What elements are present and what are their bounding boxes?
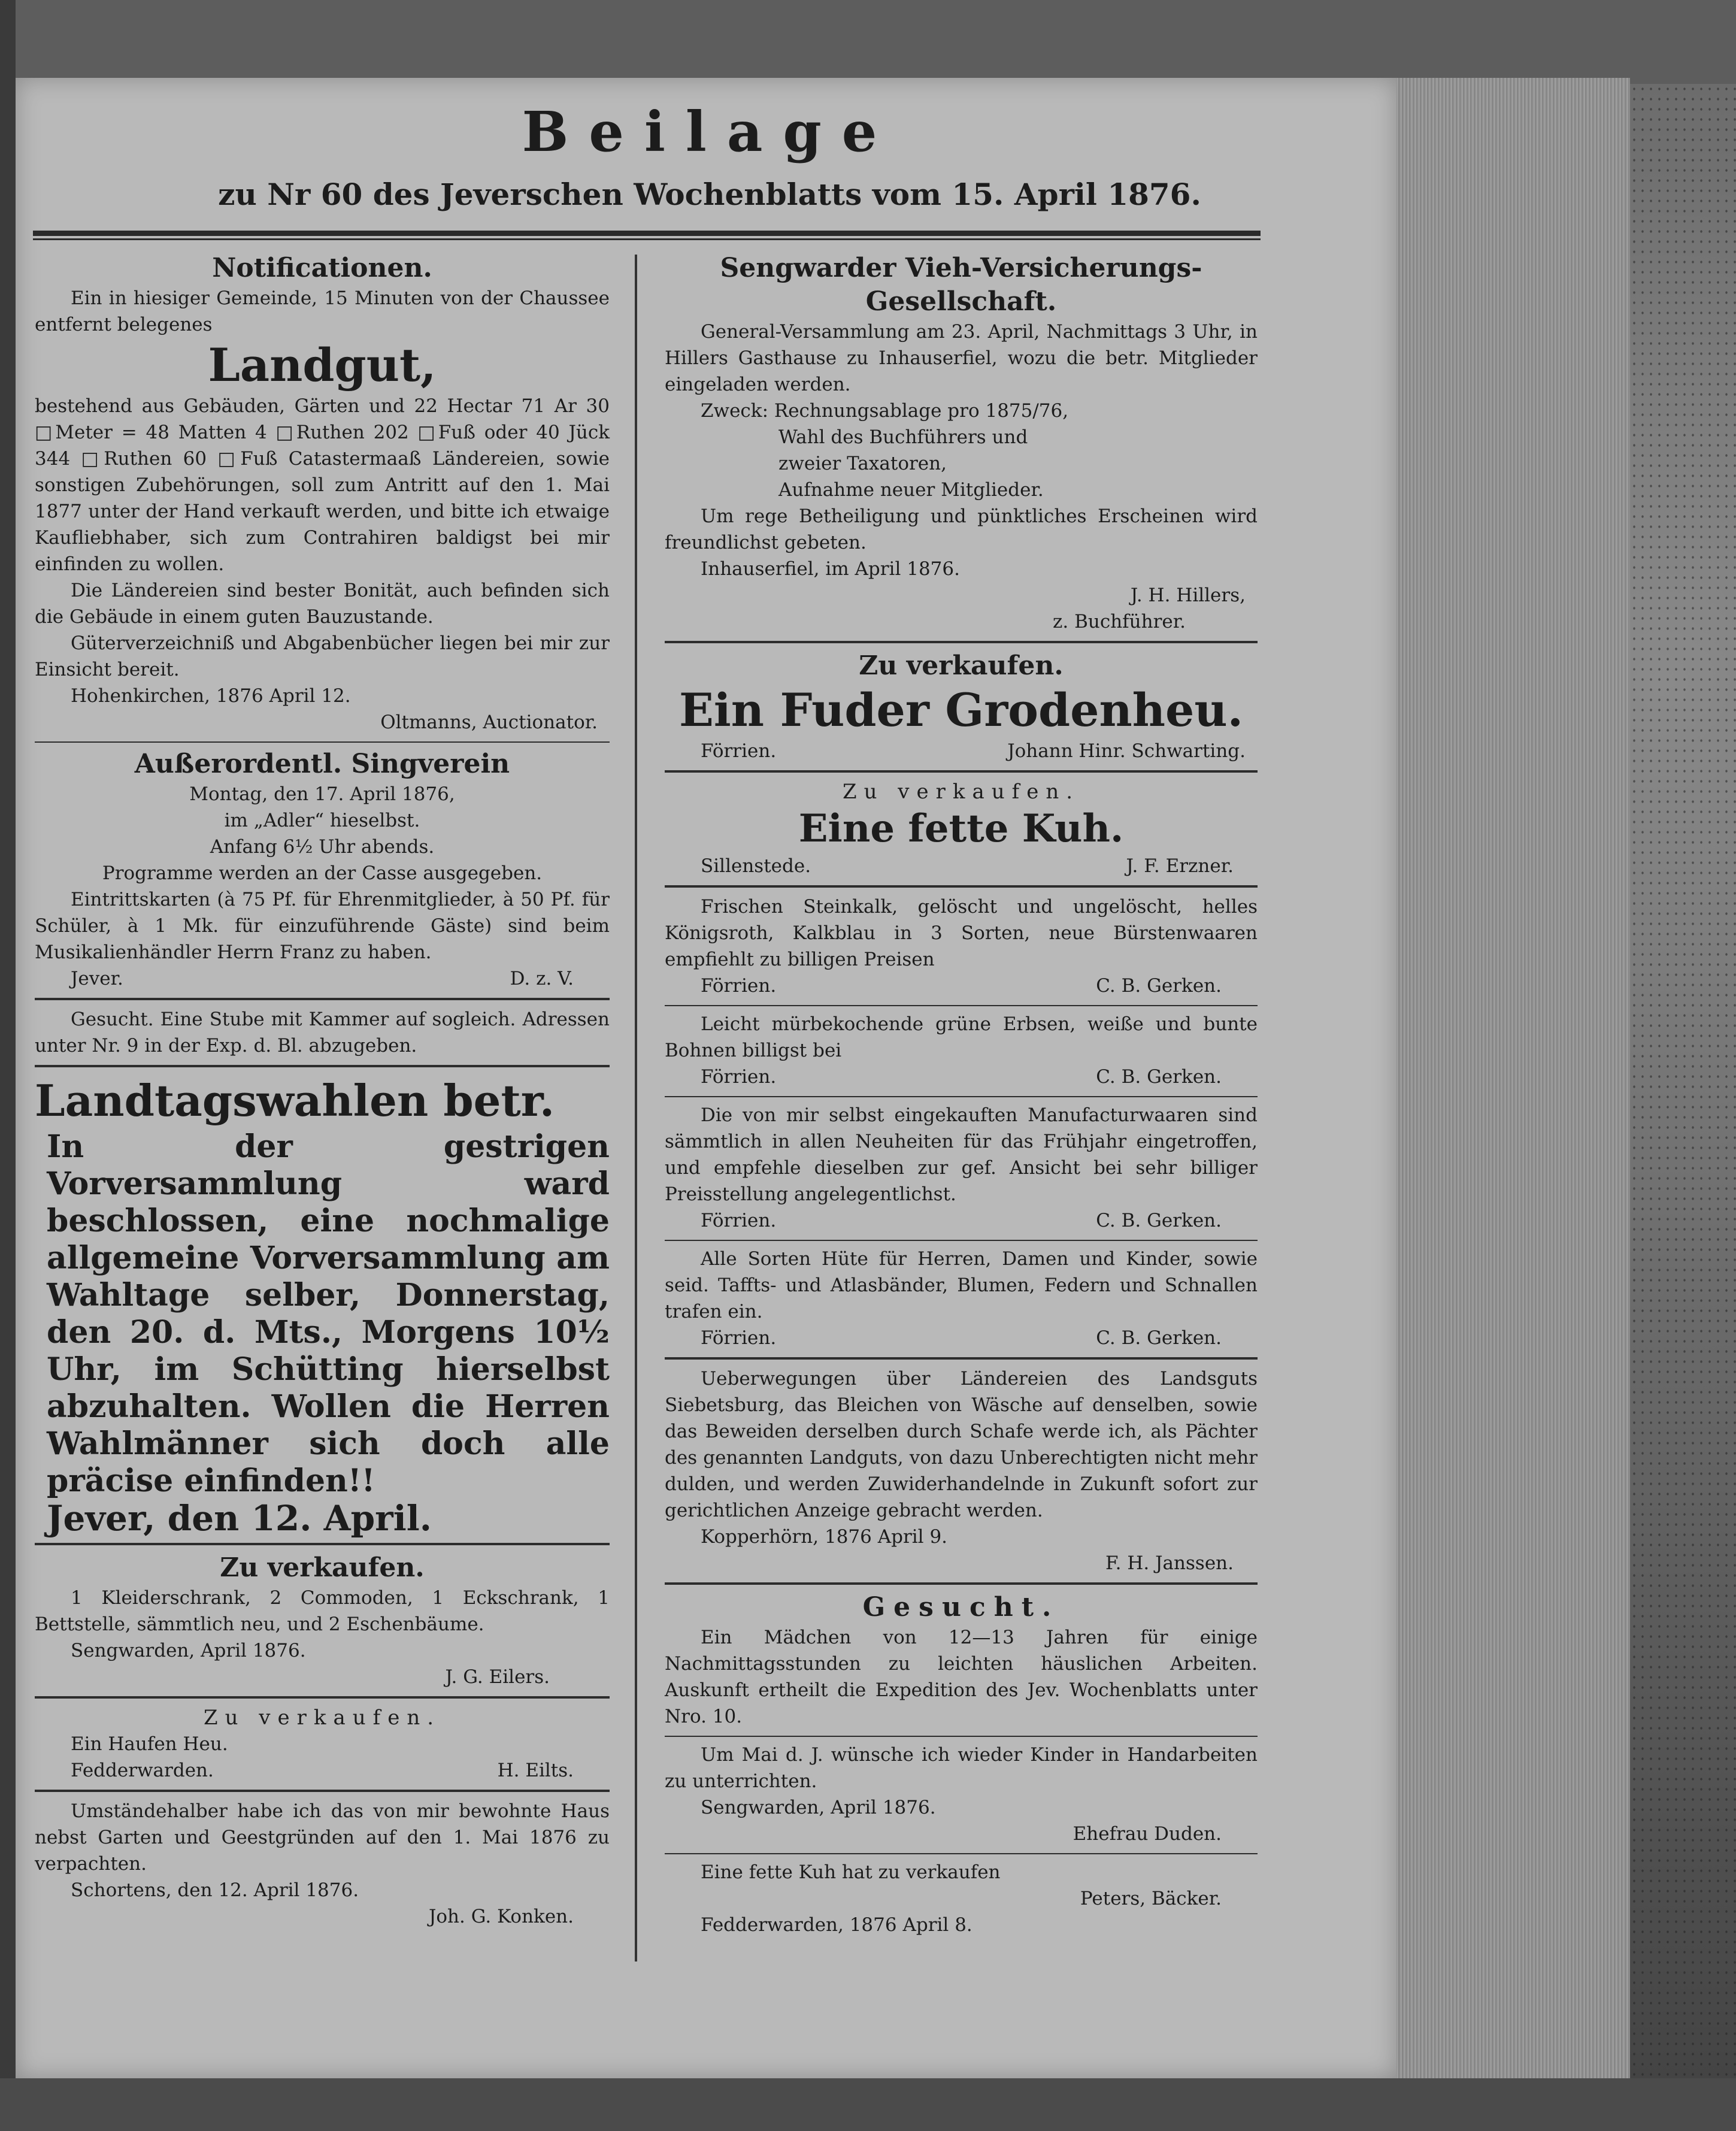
ad-body: General-Versammlung am 23. April, Nachmittags 3 Uhr, in Hillers Gasthause zu Inhauserfiel, wozu die betr. Mitglieder eingeladen werden. xyxy=(665,321,1258,395)
ad-signature-row xyxy=(35,1757,610,1784)
ad-body: Eine fette Kuh hat zu verkaufen xyxy=(701,1861,1001,1883)
ad-place: Sillenstede. xyxy=(701,855,811,877)
ad-signature: Johann Hinr. Schwarting. xyxy=(1007,740,1246,762)
divider xyxy=(35,1790,610,1792)
ad-title: Zu verkaufen. xyxy=(842,780,1080,804)
ad-place: Fedderwarden, 1876 April 8. xyxy=(701,1914,972,1936)
ad-body: Leicht mürbekochende grüne Erbsen, weiße und bunte Bohnen billigst bei xyxy=(665,1013,1258,1061)
divider xyxy=(665,885,1258,888)
ad-place: Förrien. xyxy=(701,1210,777,1231)
ad-signature-row xyxy=(665,1325,1258,1351)
ad-signature: Peters, Bäcker. xyxy=(1080,1888,1222,1909)
ad-place: Fedderwarden. xyxy=(71,1760,214,1781)
ad-body: 1 Kleiderschrank, 2 Commoden, 1 Eckschrank, 1 Bettstelle, sämmtlich neu, und 2 Eschenbäume. xyxy=(35,1587,610,1635)
masthead-rule-thin xyxy=(33,238,1261,240)
ad-signature: C. B. Gerken. xyxy=(1096,1210,1222,1231)
ad-signature: C. B. Gerken. xyxy=(1096,1327,1222,1349)
masthead-subtitle: zu Nr 60 des Jeverschen Wochenblatts vom 15. April 1876. xyxy=(218,177,1201,212)
book-page-edges xyxy=(1396,78,1630,2078)
ad-body: Ueberwegungen über Ländereien des Landsguts Siebetsburg, das Bleichen von Wäsche auf denselben, sowie das Beweiden derselben durch Schafe werde ich, als Pächter des genannten Landguts, von dazu Unberechtigten nicht mehr dulden, und werden Zuwiderhandelnde in Zukunft sofort zur gerichtlichen Anzeige gebracht werden. xyxy=(665,1368,1258,1521)
ad-paragraph: Die Ländereien sind bester Bonität, auch befinden sich die Gebäude in einem guten Bauzustande. xyxy=(35,580,610,628)
ad-signature: J. H. Hillers, xyxy=(1130,585,1246,606)
ad-body: Umständehalber habe ich das von mir bewohnte Haus nebst Garten und Geestgründen auf den 1. Mai 1876 zu verpachten. xyxy=(35,1800,610,1875)
divider xyxy=(35,1543,610,1545)
masthead xyxy=(36,96,1383,216)
ad-title: Gesucht. xyxy=(862,1592,1060,1623)
ad-place: Sengwarden, April 1876. xyxy=(701,1797,936,1818)
cover-speckle xyxy=(1630,84,1736,2078)
ad-singverein xyxy=(35,747,610,992)
ad-line: im „Adler“ hieselbst. xyxy=(224,810,420,831)
left-column xyxy=(35,252,610,1936)
ad-title: Zu verkaufen. xyxy=(859,650,1064,681)
ad-body: Frischen Steinkalk, gelöscht und ungelöscht, helles Königsroth, Kalkblau in 3 Sorten, neue Bürstenwaaren empfiehlt zu billigen Preisen xyxy=(665,896,1258,970)
ad-fette-kuh-2 xyxy=(665,1859,1258,1938)
ad-line: Programme werden an der Casse ausgegeben. xyxy=(102,862,543,884)
ad-erbsen xyxy=(665,1011,1258,1090)
divider xyxy=(665,1853,1258,1854)
divider xyxy=(665,1736,1258,1737)
divider xyxy=(665,770,1258,773)
ad-paragraph: Um rege Betheiligung und pünktliches Erscheinen wird freundlichst gebeten. xyxy=(665,505,1258,553)
ad-gesucht-stube xyxy=(35,1006,610,1059)
ad-signature-row xyxy=(665,853,1258,879)
ad-place: Förrien. xyxy=(701,1327,777,1349)
ad-signature-row xyxy=(35,965,610,992)
ad-body: In der gestrigen Vorversammlung ward beschlossen, eine nochmalige allgemeine Vorversammlung am Wahltage selber, Donnerstag, den 20. d. Mts., Morgens 10½ Uhr, im Schütting hierselbst abzuhalten. Wollen die Herren Wahlmänner sich doch alle präcise einfinden!! xyxy=(47,1128,610,1499)
ad-signature: Joh. G. Konken. xyxy=(428,1906,574,1927)
ad-verpachten xyxy=(35,1798,610,1930)
ad-landgut xyxy=(35,252,610,735)
ad-fette-kuh xyxy=(665,779,1258,879)
ad-body: Ein Mädchen von 12—13 Jahren für einige Nachmittagsstunden zu leichten häuslichen Arbeiten. Auskunft ertheilt die Expedition des Jev. Wochenblatts unter Nro. 10. xyxy=(665,1627,1258,1727)
ad-body: Um Mai d. J. wünsche ich wieder Kinder in Handarbeiten zu unterrichten. xyxy=(665,1744,1258,1792)
ad-signature: Oltmanns, Auctionator. xyxy=(380,712,598,733)
divider xyxy=(35,1696,610,1699)
ad-handarbeiten xyxy=(665,1742,1258,1847)
ad-headline: Eine fette Kuh. xyxy=(798,806,1124,851)
ad-line: zweier Taxatoren, xyxy=(778,453,947,474)
ad-signature-row xyxy=(665,1064,1258,1090)
ad-signature: F. H. Janssen. xyxy=(1105,1552,1234,1574)
divider xyxy=(665,641,1258,643)
ad-title: Zu verkaufen. xyxy=(203,1706,441,1730)
ad-title: Landtagswahlen betr. xyxy=(35,1075,555,1126)
ad-place: Förrien. xyxy=(701,740,777,762)
ad-intro: Ein in hiesiger Gemeinde, 15 Minuten von der Chaussee entfernt belegenes xyxy=(35,287,610,335)
right-column xyxy=(665,252,1258,1944)
ad-signature: H. Eilts. xyxy=(497,1760,574,1781)
masthead-title: Beilage xyxy=(522,99,898,164)
ad-headline: Landgut, xyxy=(208,338,437,392)
ad-place: Sengwarden, April 1876. xyxy=(71,1640,306,1661)
ad-title: Sengwarder Vieh-Versicherungs-Gesellschaft. xyxy=(720,253,1202,317)
ad-title: Außerordentl. Singverein xyxy=(134,749,510,779)
ad-warnung-landgut xyxy=(665,1366,1258,1576)
ad-line: Montag, den 17. April 1876, xyxy=(189,783,455,805)
ad-line: Zweck: Rechnungsablage pro 1875/76, xyxy=(701,400,1069,422)
ad-verkaufen-heu xyxy=(35,1705,610,1784)
ad-huete xyxy=(665,1246,1258,1351)
divider xyxy=(665,1240,1258,1241)
ad-place: Schortens, den 12. April 1876. xyxy=(71,1879,359,1901)
scan-left-edge xyxy=(0,0,16,2131)
ad-body: Gesucht. Eine Stube mit Kammer auf sogleich. Adressen unter Nr. 9 in der Exp. d. Bl. abzugeben. xyxy=(35,1009,610,1057)
ad-signature: C. B. Gerken. xyxy=(1096,975,1222,997)
ad-place: Inhauserfiel, im April 1876. xyxy=(701,558,960,580)
ad-place-date: Hohenkirchen, 1876 April 12. xyxy=(71,685,351,707)
scan-bottom-edge xyxy=(0,2078,1736,2131)
ad-landtagswahlen xyxy=(35,1073,610,1537)
ad-verkaufen-moebel xyxy=(35,1551,610,1690)
ad-line: Aufnahme neuer Mitglieder. xyxy=(778,479,1044,501)
ad-signature: C. B. Gerken. xyxy=(1096,1066,1222,1088)
ad-signature-row xyxy=(665,973,1258,999)
ad-signature-row xyxy=(665,1207,1258,1234)
ad-signature-role: z. Buchführer. xyxy=(1053,611,1186,632)
ad-place: Förrien. xyxy=(701,975,777,997)
ad-gesucht-maedchen xyxy=(665,1591,1258,1730)
ad-body: bestehend aus Gebäuden, Gärten und 22 Hectar 71 Ar 30 □Meter = 48 Matten 4 □Ruthen 202 □Fuß oder 40 Jück 344 □Ruthen 60 □Fuß Catastermaaß Ländereien, sowie sonstigen Zubehörungen, soll zum Antritt auf den 1. Mai 1877 unter der Hand verkauft werden, und bitte ich etwaige Kaufliebhaber, sich zum Contrahiren baldigst bei mir einfinden zu wollen. xyxy=(35,395,610,575)
masthead-rule xyxy=(33,231,1261,236)
ad-signature: J. F. Erzner. xyxy=(1126,855,1234,877)
ad-steinkalk xyxy=(665,894,1258,999)
ad-body: Die von mir selbst eingekauften Manufacturwaaren sind sämmtlich in allen Neuheiten für das Frühjahr eingetroffen, und empfehle dieselben zur gef. Ansicht bei sehr billiger Preisstellung angelegentlichst. xyxy=(665,1104,1258,1205)
divider xyxy=(665,1582,1258,1585)
ad-place: Jever. xyxy=(71,968,123,989)
ad-paragraph: Güterverzeichniß und Abgabenbücher liegen bei mir zur Einsicht bereit. xyxy=(35,632,610,680)
ad-line: Anfang 6½ Uhr abends. xyxy=(210,836,435,858)
divider xyxy=(665,1005,1258,1006)
divider xyxy=(35,998,610,1000)
ad-manufactur xyxy=(665,1102,1258,1234)
ad-dateline: Jever, den 12. April. xyxy=(47,1498,432,1539)
ad-signature: D. z. V. xyxy=(510,968,574,989)
divider xyxy=(35,1065,610,1067)
ad-title: Zu verkaufen. xyxy=(220,1552,425,1583)
ad-place: Kopperhörn, 1876 April 9. xyxy=(701,1526,948,1548)
section-title: Notificationen. xyxy=(212,253,432,283)
ad-signature: J. G. Eilers. xyxy=(445,1666,550,1688)
ad-body: Eintrittskarten (à 75 Pf. für Ehrenmitglieder, à 50 Pf. für Schüler, à 1 Mk. für einzuführende Gäste) sind beim Musikalienhändler Herrn Franz zu haben. xyxy=(35,889,610,963)
ad-signature: Ehefrau Duden. xyxy=(1072,1823,1222,1845)
ad-vieh-versicherung xyxy=(665,252,1258,635)
divider xyxy=(665,1096,1258,1097)
divider xyxy=(35,741,610,743)
ad-headline: Ein Fuder Grodenheu. xyxy=(678,683,1244,737)
ad-line: Wahl des Buchführers und xyxy=(778,426,1028,448)
ad-grodenheu xyxy=(665,649,1258,764)
ad-body: Ein Haufen Heu. xyxy=(71,1733,228,1755)
divider xyxy=(665,1357,1258,1360)
ad-place: Förrien. xyxy=(701,1066,777,1088)
ad-body: Alle Sorten Hüte für Herren, Damen und Kinder, sowie seid. Taffts- und Atlasbänder, Blumen, Federn und Schnallen trafen ein. xyxy=(665,1248,1258,1322)
ad-signature-row xyxy=(665,738,1258,764)
column-divider xyxy=(635,255,637,1962)
